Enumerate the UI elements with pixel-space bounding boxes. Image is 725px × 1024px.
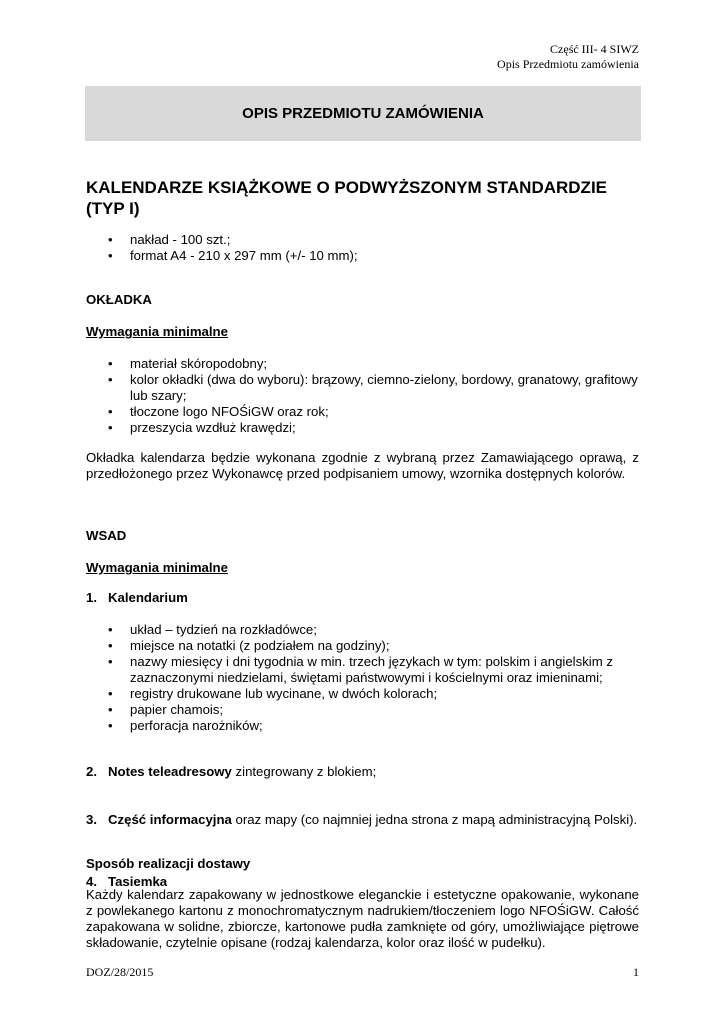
item-number: 3. <box>86 812 97 827</box>
item-number: 1. <box>86 590 97 605</box>
item-title: Notes teleadresowy <box>108 764 232 779</box>
subheading-requirements: Wymagania minimalne <box>86 324 228 339</box>
footer-page-number: 1 <box>633 965 639 979</box>
list-item: • nakład - 100 szt.; <box>86 232 639 248</box>
numbered-item-2 <box>86 764 661 780</box>
list-item: • przeszycia wzdłuż krawędzi; <box>86 420 639 436</box>
delivery-paragraph: Każdy kalendarz zapakowany w jednostkowe eleganckie i estetyczne opakowanie, wykonane z powlekanego kartonu z monochromatycznym nadrukiem/tłoczeniem logo NFOŚiGW. Całość zapakowana w solidne, zbiorcze, kartonowe pudła zamknięte od góry, umożliwiające piętrowe składowanie, czytelnie opisane (rodzaj kalendarza, kolor oraz ilość w pudełku). <box>86 887 639 950</box>
kalendarium-bullet-list <box>86 622 639 734</box>
okladka-bullet-list <box>86 356 639 436</box>
numbered-item-3 <box>86 812 661 828</box>
footer-doc-id: DOZ/28/2015 <box>86 965 154 979</box>
item-text: zintegrowany z blokiem; <box>231 764 377 779</box>
list-item: • nazwy miesięcy i dni tygodnia w min. trzech językach w tym: polskim i angielskim z zaznaczonymi niedzielami, świętami państwowymi i kościelnymi oraz imieninami; <box>86 654 639 686</box>
item-number: 4. <box>86 874 97 889</box>
list-item: • papier chamois; <box>86 702 639 718</box>
item-title: Kalendarium <box>108 590 188 605</box>
list-item: • układ – tydzień na rozkładówce; <box>86 622 639 638</box>
delivery-heading: Sposób realizacji dostawy <box>86 856 251 871</box>
list-item: • registry drukowane lub wycinane, w dwóch kolorach; <box>86 686 639 702</box>
numbered-item-1 <box>86 590 661 606</box>
banner-title: OPIS PRZEDMIOTU ZAMÓWIENIA <box>242 105 484 122</box>
list-item: • materiał skóropodobny; <box>86 356 639 372</box>
header-line-2: Opis Przedmiotu zamówienia <box>497 57 639 71</box>
item-title: Tasiemka <box>108 874 168 889</box>
section-heading-okladka: OKŁADKA <box>86 292 152 307</box>
list-item: • kolor okładki (dwa do wyboru): brązowy, ciemno-zielony, bordowy, granatowy, grafitowy lub szary; <box>86 372 639 404</box>
title-banner <box>85 86 641 141</box>
item-number: 2. <box>86 764 97 779</box>
main-title: KALENDARZE KSIĄŻKOWE O PODWYŻSZONYM STANDARDZIE (TYP I) <box>86 178 608 218</box>
list-item: • format A4 - 210 x 297 mm (+/- 10 mm); <box>86 248 639 264</box>
intro-bullet-list <box>86 232 639 264</box>
okladka-paragraph: Okładka kalendarza będzie wykonana zgodnie z wybraną przez Zamawiającego oprawą, z przedłożonego przez Wykonawcę przed podpisaniem umowy, wzornika dostępnych kolorów. <box>86 450 639 481</box>
item-text: oraz mapy (co najmniej jedna strona z mapą administracyjną Polski). <box>231 812 638 827</box>
subheading-requirements: Wymagania minimalne <box>86 560 228 575</box>
item-title: Część informacyjna <box>108 812 232 827</box>
page-header <box>497 42 639 72</box>
section-heading-wsad: WSAD <box>86 528 127 543</box>
list-item: • miejsce na notatki (z podziałem na godziny); <box>86 638 639 654</box>
list-item: • tłoczone logo NFOŚiGW oraz rok; <box>86 404 639 420</box>
header-line-1: Część III- 4 SIWZ <box>550 42 639 56</box>
list-item: • perforacja narożników; <box>86 718 639 734</box>
